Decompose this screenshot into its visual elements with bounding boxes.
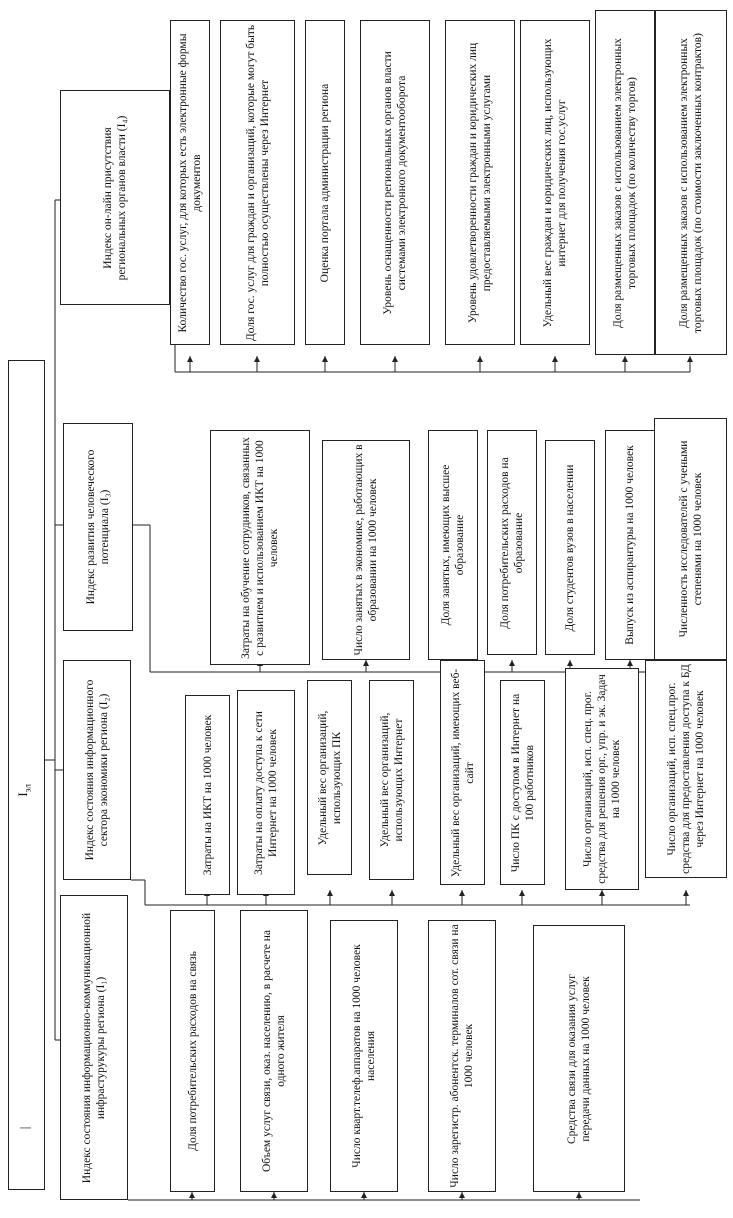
connector-arrow <box>327 890 333 896</box>
connector-arrow <box>599 890 605 896</box>
connector-arrow <box>254 356 260 362</box>
group-i1-item: Объем услуг связи, оказ. населению, в расчете на одного жителя <box>240 910 308 1192</box>
group-i4-item: Доля гос. услуг для граждан и организаций, которые могут быть полностью осуществлены через Интернет <box>220 20 295 345</box>
group-i4-header <box>60 90 170 305</box>
group-i4-title: Индекс он-лайн присутствия региональных органов власти (I₄) <box>102 115 128 280</box>
group-i3-item: Выпуск из аспирантуры на 1000 человек <box>605 430 655 660</box>
group-i2-item: Затраты на ИКТ на 1000 человек <box>185 695 230 895</box>
connector-arrow <box>459 1192 465 1198</box>
group-i3-header <box>63 423 133 631</box>
group-i1-item: Число кварт.телеф.аппаратов на 1000 человек населения <box>330 920 398 1192</box>
group-i4-item: Оценка портала администрации региона <box>305 20 345 345</box>
connector-arrow <box>576 1192 582 1198</box>
group-i2-item: Число организаций, исп. спец.прог. средства для предоставления доступа к БД через Интернет на 1000 человек <box>645 660 727 878</box>
root-index-mark: | <box>16 1126 32 1130</box>
group-i4-item: Уровень удовлетворенности граждан и юридических лиц предоставляемыми электронными услугами <box>445 20 515 345</box>
group-i4-item: Удельный вес граждан и юридических лиц, использующих интернет для получения гос.услуг <box>520 20 590 345</box>
connector-arrow <box>322 356 328 362</box>
group-i2-item: Число ПК с доступом в Интернет на 100 работников <box>500 680 545 885</box>
group-i1-item: Число зарегистр. абонентск. терминалов сот. связи на 1000 человек <box>428 920 496 1192</box>
connector-arrow <box>459 890 465 896</box>
group-i3-item: Доля студентов вузов в населении <box>545 440 595 655</box>
group-i3-title: Индекс развития человеческого потенциала (I₃) <box>85 449 111 605</box>
group-i2-title: Индекс состояния информационного сектора экономики региона (I₂) <box>84 679 110 861</box>
group-i3-item: Численность исследователей с учеными степенями на 1000 человек <box>654 418 727 660</box>
group-i2-item: Число организаций, исп. спец. прог. средства для решения орг., упр. и эк. Задач на 1000 человек <box>565 668 639 890</box>
connector-arrow <box>519 890 525 896</box>
group-i3-item: Затраты на обучение сотрудников, связанных с развитием и использованием ИКТ на 1000 человек <box>210 430 310 665</box>
group-i4-item: Уровень оснащенности региональных органов власти системами электронного документооборота <box>360 20 430 345</box>
connector-arrow <box>187 356 193 362</box>
group-i3-item: Доля занятых, имеющих высшее образование <box>428 430 478 660</box>
group-i3-item: Доля потребительских расходов на образование <box>487 430 537 655</box>
group-i2-item: Затраты на оплату доступа к сети Интернет на 1000 человек <box>237 690 295 895</box>
connector-arrow <box>622 356 628 362</box>
connector-arrow <box>627 660 633 666</box>
group-i1-title: Индекс состояния информационно-коммуникационной инфрастурукуры региона (I₁) <box>81 912 107 1183</box>
connector-arrow <box>552 356 558 362</box>
connector-arrow <box>361 1192 367 1198</box>
connector-arrow <box>687 356 693 362</box>
connector-arrow <box>567 660 573 666</box>
group-i2-item: Удельный вес организаций, использующих Интернет <box>369 680 414 880</box>
group-i3-item: Число занятых в экономике, работающих в образовании на 1000 человек <box>322 440 410 660</box>
group-i4-item: Доля размещенных заказов с использованием электронных торговых площадок (по количеству торгов) <box>595 10 655 355</box>
group-i1-header <box>60 895 128 1200</box>
connector-arrow <box>509 660 515 666</box>
connector-arrow <box>392 356 398 362</box>
group-i4-item: Количество гос. услуг, для которых есть электронные формы документов <box>170 20 210 345</box>
group-i1-item: Средства связи для оказания услуг передачи данных на 1000 человек <box>533 925 625 1192</box>
root-index-box <box>8 360 45 1190</box>
connector-arrow <box>683 890 689 896</box>
connector-arrow <box>189 1192 195 1198</box>
connector-arrow <box>477 356 483 362</box>
connector-arrow <box>271 1192 277 1198</box>
group-i4-item: Доля размещенных заказов с использованием электронных торговых площадок (по стоимости заключенных контрактов) <box>655 10 727 355</box>
connector-arrow <box>389 890 395 896</box>
group-i2-item: Удельный вес организаций, имеющих веб-сайт <box>440 660 485 885</box>
connector-arrow <box>363 660 369 666</box>
group-i2-item: Удельный вес организаций, использующих ПК <box>307 680 352 875</box>
group-i2-header <box>63 660 131 880</box>
root-index-label: $I_{эл}$ <box>14 784 33 797</box>
group-i1-item: Доля потребительских расходов на связь <box>170 910 215 1192</box>
